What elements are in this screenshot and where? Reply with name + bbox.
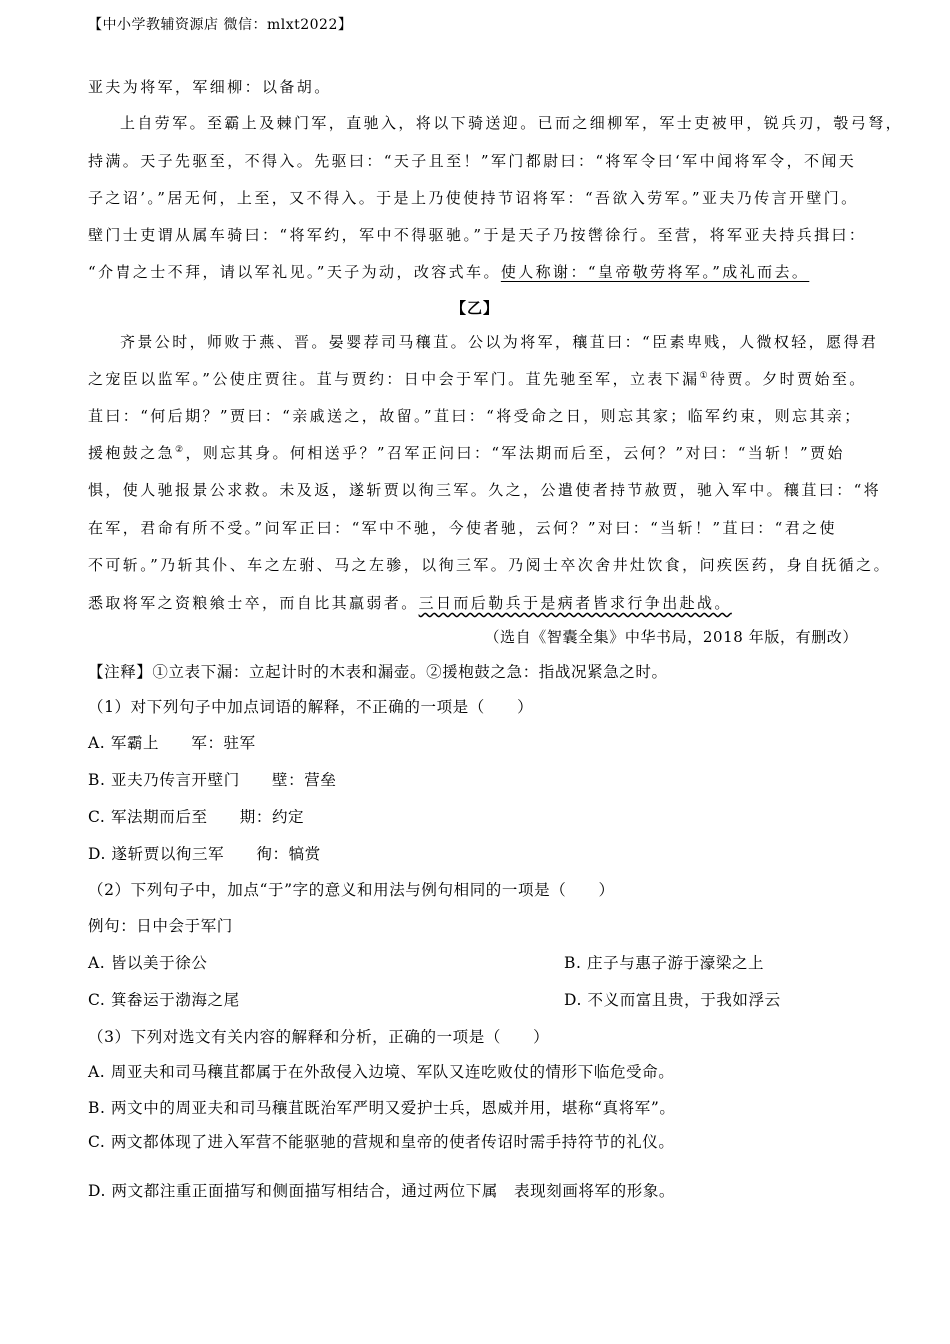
yi-line-3: 苴曰：“何后期？”贾曰：“亲戚送之，故留。”苴曰：“将受命之日，则忘其家；临军约束，则忘其亲； [88,407,862,425]
yi-line-4-text-b: ，则忘其身。何相送乎？”召军正问曰：“军法期而后至，云何？”对曰：“当斩！”贾始 [185,444,845,462]
jia-line-6 [88,261,864,282]
q3-option-d: D. 两文都注重正面描写和侧面描写相结合，通过两位下属 表现刻画将军的形象。 [88,1182,676,1200]
q1-option-d: D. 遂斩贾以徇三军 徇：犒赏 [88,845,321,863]
yi-line-6: 在军，君命有所不受。”问军正曰：“军中不驰，今使者驰，云何？”对曰：“当斩！”苴曰：“君之使 [88,519,837,537]
note-ref-1: ① [699,371,711,381]
q2-row-1 [88,951,864,973]
yi-line-7: 不可斩。”乃斩其仆、车之左驸、马之左骖，以徇三军。乃阅士卒次舍井灶饮食，问疾医药，身自抚循之。 [88,556,891,574]
yi-wavy-sentence: 三日而后勒兵于是病者皆求行争出赴战。 [418,594,732,612]
q2-row-2 [88,988,864,1010]
q1-stem: （1）对下列句子中加点词语的解释，不正确的一项是（ ） [88,698,534,716]
yi-line-4 [88,442,864,463]
note-ref-2: ② [175,445,186,455]
page-header: 【中小学教辅资源店 微信：mlxt2022】 [88,17,353,33]
q3-option-c: C. 两文都体现了进入军营不能驱驰的营规和皇帝的使者传诏时需手持符节的礼仪。 [88,1133,675,1151]
yi-title: 【乙】 [450,299,499,317]
q3-option-a: A. 周亚夫和司马穰苴都属于在外敌侵入边境、军队又连吃败仗的情形下临危受命。 [88,1063,675,1081]
jia-line-5: 壁门士吏谓从属车骑曰：“将军约，军中不得驱驰。”于是天子乃按辔徐行。至营，将军亚夫持兵揖曰： [88,226,867,244]
yi-line-5: 惧，使人驰报景公求救。未及返，遂斩贾以徇三军。久之，公遣使者持节赦贾，驰入军中。穰苴曰：“将 [88,481,882,499]
yi-line-8-text: 悉取将军之资粮飨士卒，而自比其羸弱者。 [88,594,419,612]
yi-line-4-text-a: 援枹鼓之急 [88,444,176,462]
q2-option-b: B. 庄子与惠子游于濠梁之上 [564,954,765,972]
jia-line-6-text: “介胄之士不拜，请以军礼见。”天子为动，改容式车。 [88,263,501,281]
q3-stem: （3）下列对选文有关内容的解释和分析，正确的一项是（ ） [88,1028,550,1046]
yi-line-2-text-a: 之宠臣以监军。”公使庄贾往。苴与贾约：日中会于军门。苴先驰至军，立表下漏 [88,370,700,388]
q2-option-c: C. 箕畚运于渤海之尾 [88,991,240,1009]
jia-line-3: 持满。天子先驱至，不得入。先驱曰：“天子且至！”军门都尉曰：“将军令曰‘军中闻将军令，不闻天 [88,152,857,170]
q2-option-d: D. 不义而富且贵，于我如浮云 [564,991,781,1009]
q1-option-b: B. 亚夫乃传言开壁门 壁：营垒 [88,771,337,789]
jia-line-1: 亚夫为将军，军细柳：以备胡。 [88,78,332,96]
q3-option-b: B. 两文中的周亚夫和司马穰苴既治军严明又爱护士兵，恩威并用，堪称“真将军”。 [88,1099,676,1117]
jia-line-2: 上自劳军。至霸上及棘门军，直驰入，将以下骑送迎。已而之细柳军，军士吏被甲，锐兵刃，彀弓弩， [120,114,904,132]
yi-line-2 [88,368,867,389]
yi-line-1: 齐景公时，师败于燕、晋。晏婴荐司马穰苴。公以为将军，穰苴曰：“臣素卑贱，人微权轻，愿得君 [120,333,879,351]
jia-line-4: 子之诏’。”居无何，上至，又不得入。于是上乃使使持节诏将军：“吾欲入劳军。”亚夫乃传言开壁门。 [88,189,859,207]
q2-stem: （2）下列句子中，加点“于”字的意义和用法与例句相同的一项是（ ） [88,881,615,899]
annotation-note: 【注释】①立表下漏：立起计时的木表和漏壶。②援枹鼓之急：指战况紧急之时。 [88,663,668,681]
source-citation: （选自《智囊全集》中华书局，2018 年版，有删改） [484,628,858,646]
jia-underlined-sentence: 使人称谢：“皇帝敬劳将军。”成礼而去。 [500,263,810,281]
q1-option-a: A. 军霸上 军：驻军 [88,734,256,752]
q2-example: 例句：日中会于军门 [88,917,233,935]
yi-line-2-text-b: 待贾。夕时贾始至。 [710,370,867,388]
yi-line-8 [88,592,864,613]
q1-option-c: C. 军法期而后至 期：约定 [88,808,305,826]
q2-option-a: A. 皆以美于徐公 [88,954,208,972]
